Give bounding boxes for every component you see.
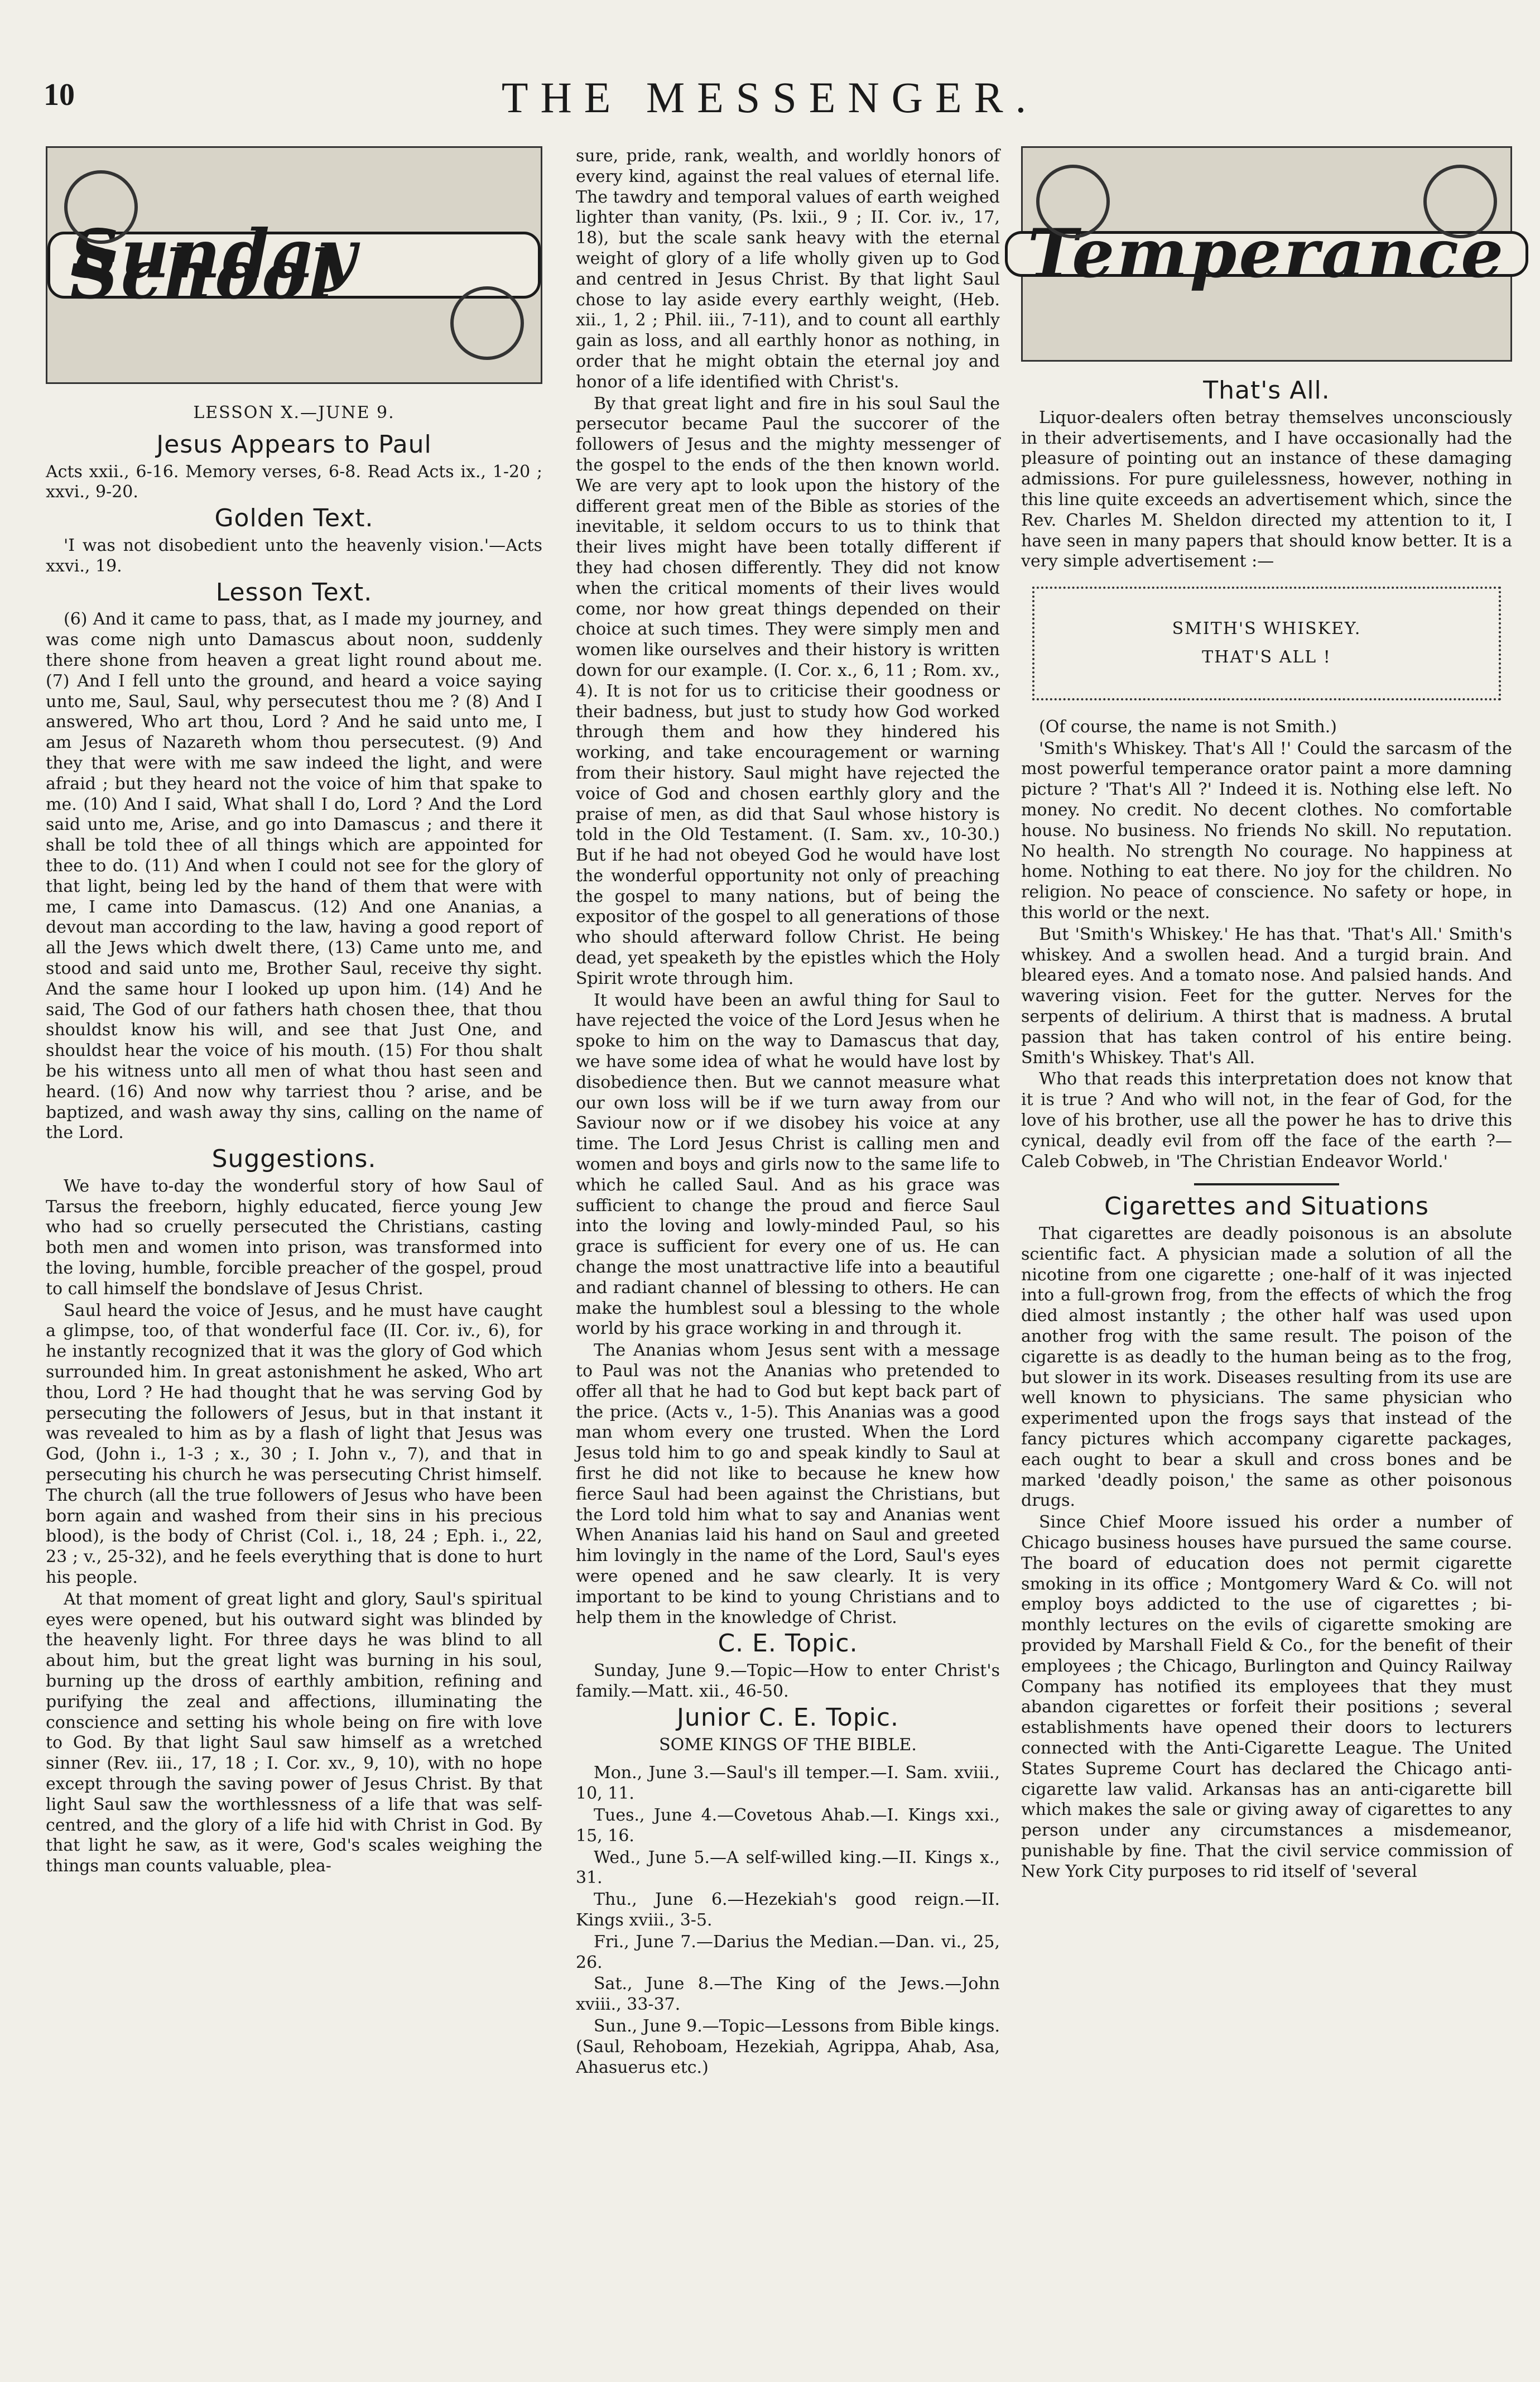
suggestions-heading: Suggestions. bbox=[211, 1145, 377, 1174]
schedule-item: Tues., June 4.—Covetous Ahab.—I. Kings xxi., 15, 16. bbox=[576, 1805, 1000, 1846]
section-divider bbox=[1194, 1183, 1339, 1185]
lesson-text: (6) And it came to pass, that, as I made my journey, and was come nigh unto Damascus about noon, suddenly there shone from heaven a great light round about me. (7) And I fell unto the ground, and heard a voice saying unto me, Saul, Saul, why persecutest thou me ? (8) And I answered, Who art thou, Lord ? And he said unto me, I am Jesus of Nazareth whom thou persecutest. (9) And they that were with me saw indeed the light, and were afraid ; but they heard not the voice of him that spake to me. (10) And I said, What shall I do, Lord ? And the Lord said unto me, Arise, and go into Damascus ; and there it shall be told thee of all things which are appointed for thee to do. (11) And when I could not see for the glory of that light, being led by the hand of them that were with me, I came into Damascus. (12) And one Ananias, a devout man according to the law, having a good report of all the Jews which dwelt there, (13) Came unto me, and stood and said unto me, Brother Saul, receive thy sight. And the same hour I looked up upon him. (14) And he said, The God of our fathers hath chosen thee, that thou shouldst know his will, and see that Just One, and shouldst hear the voice of his mouth. (15) For thou shalt be his witness unto all men of what thou hast seen and heard. (16) And now why tarriest thou ? arise, and be baptized, and wash away thy sins, calling on the name of the Lord. bbox=[46, 609, 542, 1143]
temperance-banner-text: Temperance bbox=[1005, 231, 1529, 277]
whiskey-advertisement bbox=[1032, 587, 1501, 700]
continued-paragraph: By that great light and fire in his soul Saul the persecutor became Paul the succorer of the followers of Jesus and the mighty messenger of the gospel to the ends of the then known world. We are very apt to look upon the history of the different great men of the Bible as stories of the inevitable, it seldom occurs to us to think that their lives might have been totally different if they had chosen differently. They did not know when the critical moments of their lives would come, nor how great things depended on their choice at such times. They were simply men and women like ourselves and their history is written down for our example. (I. Cor. x., 6, 11 ; Rom. xv., 4). It is not for us to criticise their goodness or their badness, but just to study how God worked through them and how they hindered his working, and take encouragement or warning from their history. Saul might have rejected the voice of God and chosen earthly glory and the praise of men, as did that Saul whose history is told in the Old Testament. (I. Sam. xv., 10-30.) But if he had not obeyed God he would have lost the wonderful opportunity not only of preaching the gospel to many nations, but of being the expositor of the gospel to all generations of those who should afterward follow Christ. He being dead, yet speaketh by the epistles which the Holy Spirit wrote through him. bbox=[576, 393, 1000, 988]
thats-all-heading: That's All. bbox=[1203, 376, 1330, 405]
schedule-item: Wed., June 5.—A self-willed king.—II. Kings x., 31. bbox=[576, 1847, 1000, 1888]
lesson-reading: Acts xxii., 6-16. Memory verses, 6-8. Read Acts ix., 1-20 ; xxvi., 9-20. bbox=[46, 462, 542, 502]
schedule-item: Thu., June 6.—Hezekiah's good reign.—II. Kings xviii., 3-5. bbox=[576, 1890, 1000, 1930]
temperance-intro: Liquor-dealers often betray themselves unconsciously in their advertisements, and I have occasionally had the pleasure of pointing out an instance of these damaging admissions. For pure guilelessness, however, nothing in this line quite exceeds an advertisement which, since the Rev. Charles M. Sheldon directed my attention to it, I have seen in many papers that should know better. It is a very simple advertisement :— bbox=[1021, 407, 1512, 572]
lesson-title: Jesus Appears to Paul bbox=[156, 430, 432, 459]
continued-paragraph: The Ananias whom Jesus sent with a message to Paul was not the Ananias who pretended to offer all that he had to God but kept back part of the price. (Acts v., 1-5). This Ananias was a good man whom every one trusted. When the Lord Jesus told him to go and speak kindly to Saul at first he did not like to because he knew how fierce Saul had been against the Christians, but the Lord told him what to say and Ananias went When Ananias laid his hand on Saul and greeted him lovingly in the name of the Lord, Saul's eyes were opened and he saw clearly. It is very important to be kind to young Christians and to help them in the knowledge of Christ. bbox=[576, 1341, 1000, 1627]
suggestions-paragraph: Saul heard the voice of Jesus, and he must have caught a glimpse, too, of that wonderful face (II. Cor. iv., 6), for he instantly recognized that it was the glory of God which surrounded him. In great astonishment he asked, Who art thou, Lord ? He had thought that he was serving God by persecuting the followers of Jesus, but in that instant it was revealed to him as by a flash of light that Jesus was God, (John i., 1-3 ; x., 30 ; I. John v., 7), and that in persecuting his church he was persecuting Christ himself. The church (all the true followers of Jesus who have been born again and washed from their sins in his precious blood), is the body of Christ (Col. i., 18, 24 ; Eph. i., 22, 23 ; v., 25-32), and he feels everything that is done to hurt his people. bbox=[46, 1300, 542, 1588]
temperance-paragraph: (Of course, the name is not Smith.) bbox=[1039, 717, 1337, 737]
schedule-item: Sat., June 8.—The King of the Jews.—John xviii., 33-37. bbox=[576, 1974, 1000, 2015]
suggestions-paragraph: We have to-day the wonderful story of how Saul of Tarsus the freeborn, highly educated, fierce young Jew who had so cruelly persecuted the Christians, casting both men and women into prison, was transformed into the loving, humble, forcible preacher of the gospel, proud to call himself the bondslave of Jesus Christ. bbox=[46, 1176, 542, 1299]
page-number: 10 bbox=[44, 78, 75, 112]
schedule-item: Sun., June 9.—Topic—Lessons from Bible kings. (Saul, Rehoboam, Hezekiah, Agrippa, Ahab, Asa, Ahasuerus etc.) bbox=[576, 2016, 1000, 2077]
temperance-paragraph: Who that reads this interpretation does not know that it is true ? And who will not, in the fear of God, for the love of his brother, use all the power he has to drive this cynical, deadly evil from off the face of the earth ?—Caleb Cobweb, in 'The Christian Endeavor World.' bbox=[1021, 1069, 1512, 1171]
sunday-school-banner bbox=[46, 146, 542, 384]
lesson-number: LESSON X.—JUNE 9. bbox=[193, 403, 395, 422]
ce-topic-heading: C. E. Topic. bbox=[718, 1629, 858, 1658]
cigarettes-paragraph: Since Chief Moore issued his order a number of Chicago business houses have pursued the same course. The board of education does not permit cigarette smoking in its office ; Montgomery Ward & Co. will not employ boys addicted to the use of cigarettes ; bi-monthly lectures on the evils of cigarette smoking are provided by Marshall Field & Co., for the benefit of their employees ; the Chicago, Burlington and Quincy Railway Company has notified its employees that they must abandon cigarettes or forfeit their positions ; several establishments have opened their doors to lecturers connected with the Anti-Cigarette League. The United States Supreme Court has declared the Chicago anti-cigarette law valid. Arkansas has an anti-cigarette bill which makes the sale or giving away of cigarettes to any person under any circumstances a misdemeanor, punishable by fine. That the civil service commission of New York City purposes to rid itself of 'several bbox=[1021, 1512, 1512, 1881]
sunday-school-banner-text: Sunday School bbox=[47, 232, 541, 299]
cigarettes-paragraph: That cigarettes are deadly poisonous is an absolute scientific fact. A physician made a solution of all the nicotine from one cigarette ; one-half of it was injected into a full-grown frog, from the effects of which the frog died almost instantly ; the other half was used upon another frog with the same result. The poison of the cigarette is as deadly to the human being as to the frog, but slower in its work. Diseases resulting from its use are well known to physicians. The same physician who experimented upon the frogs says that instead of the fancy pictures which accompany cigarette packages, each ought to bear a skull and cross bones and be marked 'deadly poison,' the same as other poisonous drugs. bbox=[1021, 1224, 1512, 1511]
junior-ce-heading: Junior C. E. Topic. bbox=[676, 1703, 899, 1732]
temperance-paragraph: But 'Smith's Whiskey.' He has that. 'That's All.' Smith's whiskey. And a swollen head. And a turgid brain. And bleared eyes. And a tomato nose. And palsied hands. And wavering vision. Feet for the gutter. Nerves for the serpents of delirium. A thirst that is madness. A brutal passion that has taken control of his entire being. Smith's Whiskey. That's All. bbox=[1021, 924, 1512, 1068]
cigarettes-heading: Cigarettes and Situations bbox=[1104, 1192, 1429, 1221]
golden-text: 'I was not disobedient unto the heavenly vision.'—Acts xxvi., 19. bbox=[46, 535, 542, 576]
continued-paragraph: It would have been an awful thing for Saul to have rejected the voice of the Lord Jesus when he spoke to him on the way to Damascus that day, we have some idea of what he would have lost by disobedience then. But we cannot measure what our own loss will be if we turn away from our Saviour now or if we disobey his voice at any time. The Lord Jesus Christ is calling men and women and boys and girls now to the same life to which he called Saul. And as his grace was sufficient to change the proud and fierce Saul into the loving and lowly-minded Paul, so his grace is sufficient for every one of us. He can change the most unattractive life into a beautiful and radiant channel of blessing to others. He can make the humblest soul a blessing to the whole world by his grace working in and through it. bbox=[576, 990, 1000, 1339]
sunday-school-column bbox=[46, 146, 542, 1878]
suggestions-paragraph: At that moment of great light and glory, Saul's spiritual eyes were opened, but his outward sight was blinded by the heavenly light. For three days he was blind to all about him, but the great light was burning in his soul, burning up the dross of earthly ambition, refining and purifying the zeal and affections, illuminating the conscience and setting his whole being on fire with love to God. By that light Saul saw himself as a wretched sinner (Rev. iii., 17, 18 ; I. Cor. xv., 9, 10), with no hope except through the saving power of Jesus Christ. By that light Saul saw the worthlessness of a life that was self-centred, and the glory of a life hid with Christ in God. By that light he saw, as it were, God's scales weighing the things man counts valuable, plea- bbox=[46, 1589, 542, 1876]
schedule-item: Mon., June 3.—Saul's ill temper.—I. Sam. xviii., 10, 11. bbox=[576, 1763, 1000, 1804]
ad-line: SMITH'S WHISKEY. bbox=[1172, 619, 1361, 639]
temperance-paragraph: 'Smith's Whiskey. That's All !' Could the sarcasm of the most powerful temperance orator paint a more damning picture ? 'That's All ?' Indeed it is. Nothing else left. No money. No credit. No decent clothes. No comfortable house. No business. No friends No skill. No reputation. No health. No strength No courage. No happiness at home. Nothing to eat there. No joy for the children. No religion. No peace of conscience. No safety or hope, in this world or the next. bbox=[1021, 738, 1512, 923]
continued-paragraph: sure, pride, rank, wealth, and worldly honors of every kind, against the real values of eternal life. The tawdry and temporal values of earth weighed lighter than vanity, (Ps. lxii., 9 ; II. Cor. iv., 17, 18), but the scale sank heavy with the eternal weight of glory of a life wholly given up to God and centred in Jesus Christ. By that light Saul chose to lay aside every earthly weight, (Heb. xii., 1, 2 ; Phil. iii., 7-11), and to count all earthly gain as loss, and all earthly honor as nothing, in order that he might obtain the eternal joy and honor of a life identified with Christ's. bbox=[576, 146, 1000, 392]
junior-ce-schedule bbox=[576, 1763, 1000, 2078]
golden-text-heading: Golden Text. bbox=[214, 504, 374, 533]
ce-topic-text: Sunday, June 9.—Topic—How to enter Christ's family.—Matt. xii., 46-50. bbox=[576, 1661, 1000, 1701]
ad-line: THAT'S ALL ! bbox=[1202, 647, 1331, 667]
masthead: THE MESSENGER. bbox=[501, 73, 1039, 122]
middle-column bbox=[576, 146, 1000, 2079]
temperance-banner bbox=[1021, 146, 1512, 362]
schedule-item: Fri., June 7.—Darius the Median.—Dan. vi., 25, 26. bbox=[576, 1932, 1000, 1972]
lesson-text-heading: Lesson Text. bbox=[215, 578, 373, 607]
temperance-column bbox=[1021, 146, 1512, 1884]
junior-ce-subheading: SOME KINGS OF THE BIBLE. bbox=[659, 1735, 917, 1755]
